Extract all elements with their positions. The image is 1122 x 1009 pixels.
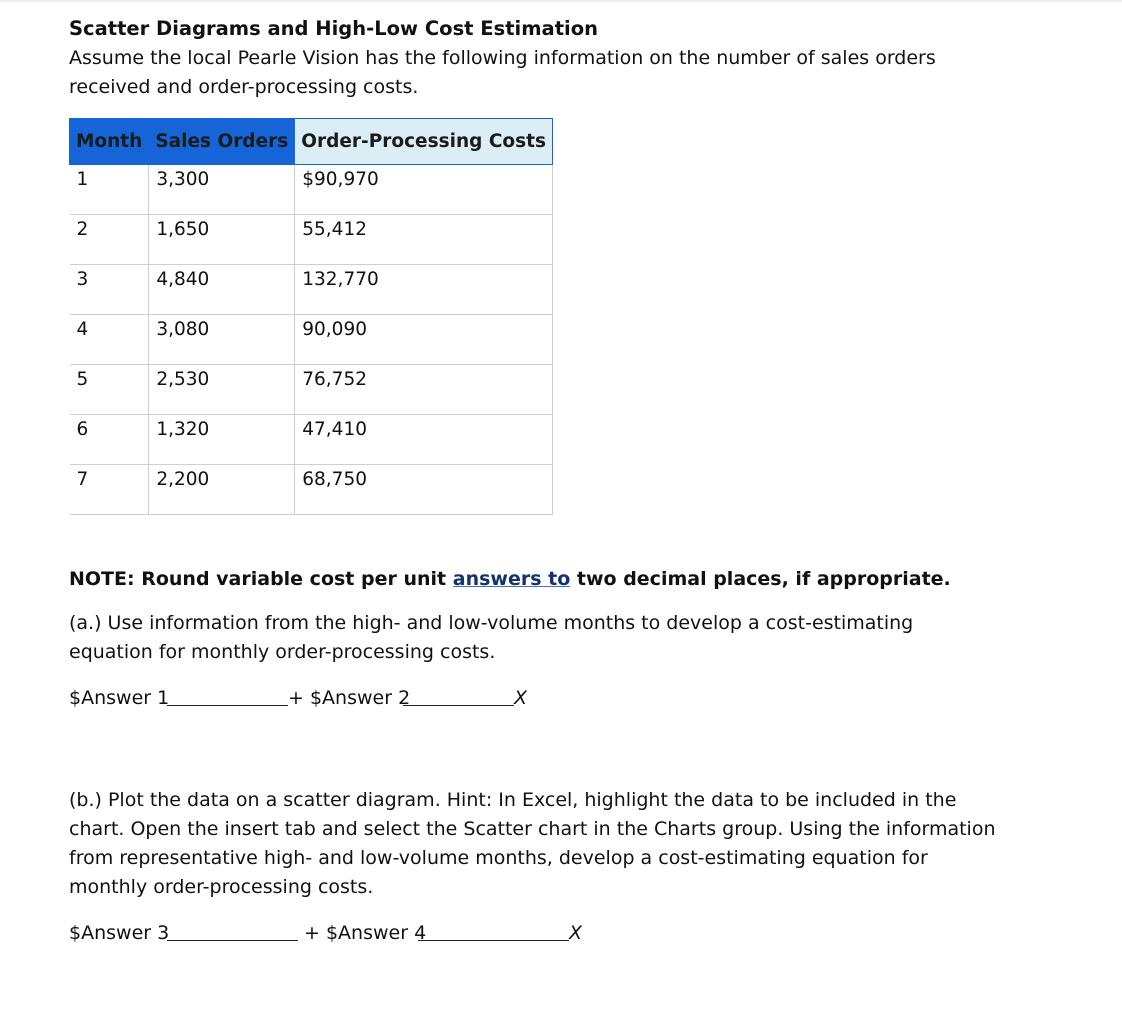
note-link[interactable]: answers to (452, 568, 571, 590)
answer-3-field[interactable] (167, 919, 298, 941)
part-b-equation (69, 919, 599, 947)
data-table (69, 118, 553, 515)
rounding-note (69, 565, 951, 593)
cell-month: 5 (70, 365, 149, 415)
table-row (70, 465, 553, 515)
cell-costs: 132,770 (295, 265, 553, 315)
variable-x: X (514, 687, 528, 709)
cell-month: 6 (70, 415, 149, 465)
part-b-question: (b.) Plot the data on a scatter diagram. Hint: In Excel, highlight the data to be included in the chart. Open the insert tab and select the Scatter chart in the Charts group. Using the information from representative high- and low-volume months, develop a cost-estimating equation for monthly order-processing costs. (69, 789, 996, 898)
answer-2-label: + $Answer 2 (288, 687, 411, 709)
table-row (70, 415, 553, 465)
answer-1-label: $Answer 1 (69, 687, 170, 709)
table-row (70, 215, 553, 265)
cell-sales-orders: 2,530 (149, 365, 295, 415)
cell-sales-orders: 1,320 (149, 415, 295, 465)
answer-2-field[interactable] (403, 684, 514, 706)
cell-month: 2 (70, 215, 149, 265)
header-sales-orders: Sales Orders (149, 119, 295, 165)
cell-costs: $90,970 (295, 165, 553, 215)
header-month: Month (70, 119, 149, 165)
cell-costs: 76,752 (295, 365, 553, 415)
table-row (70, 365, 553, 415)
answer-3-label: $Answer 3 (69, 922, 170, 944)
table-row (70, 265, 553, 315)
answer-4-label: + $Answer 4 (304, 922, 427, 944)
table-row (70, 165, 553, 215)
part-a-equation (69, 684, 539, 712)
cell-month: 3 (70, 265, 149, 315)
header-order-processing-costs: Order-Processing Costs (295, 119, 553, 165)
intro-text: Assume the local Pearle Vision has the following information on the number of sales orders received and order-processing costs. (69, 47, 936, 98)
page-title: Scatter Diagrams and High-Low Cost Estimation (69, 17, 598, 40)
variable-x: X (569, 922, 583, 944)
cell-costs: 68,750 (295, 465, 553, 515)
top-divider (0, 0, 1122, 2)
cell-month: 7 (70, 465, 149, 515)
cell-sales-orders: 4,840 (149, 265, 295, 315)
table-row (70, 315, 553, 365)
cell-sales-orders: 2,200 (149, 465, 295, 515)
cell-costs: 90,090 (295, 315, 553, 365)
note-prefix: NOTE: Round variable cost per unit (69, 568, 453, 590)
part-a-question: (a.) Use information from the high- and low-volume months to develop a cost-estimating equation for monthly order-processing costs. (69, 612, 914, 663)
answer-4-field[interactable] (418, 919, 569, 941)
cell-sales-orders: 1,650 (149, 215, 295, 265)
cell-month: 4 (70, 315, 149, 365)
answer-1-field[interactable] (167, 684, 288, 706)
note-suffix: two decimal places, if appropriate. (570, 568, 951, 590)
cell-sales-orders: 3,080 (149, 315, 295, 365)
cell-costs: 47,410 (295, 415, 553, 465)
cell-sales-orders: 3,300 (149, 165, 295, 215)
cell-costs: 55,412 (295, 215, 553, 265)
table-header-row (70, 119, 553, 165)
cell-month: 1 (70, 165, 149, 215)
